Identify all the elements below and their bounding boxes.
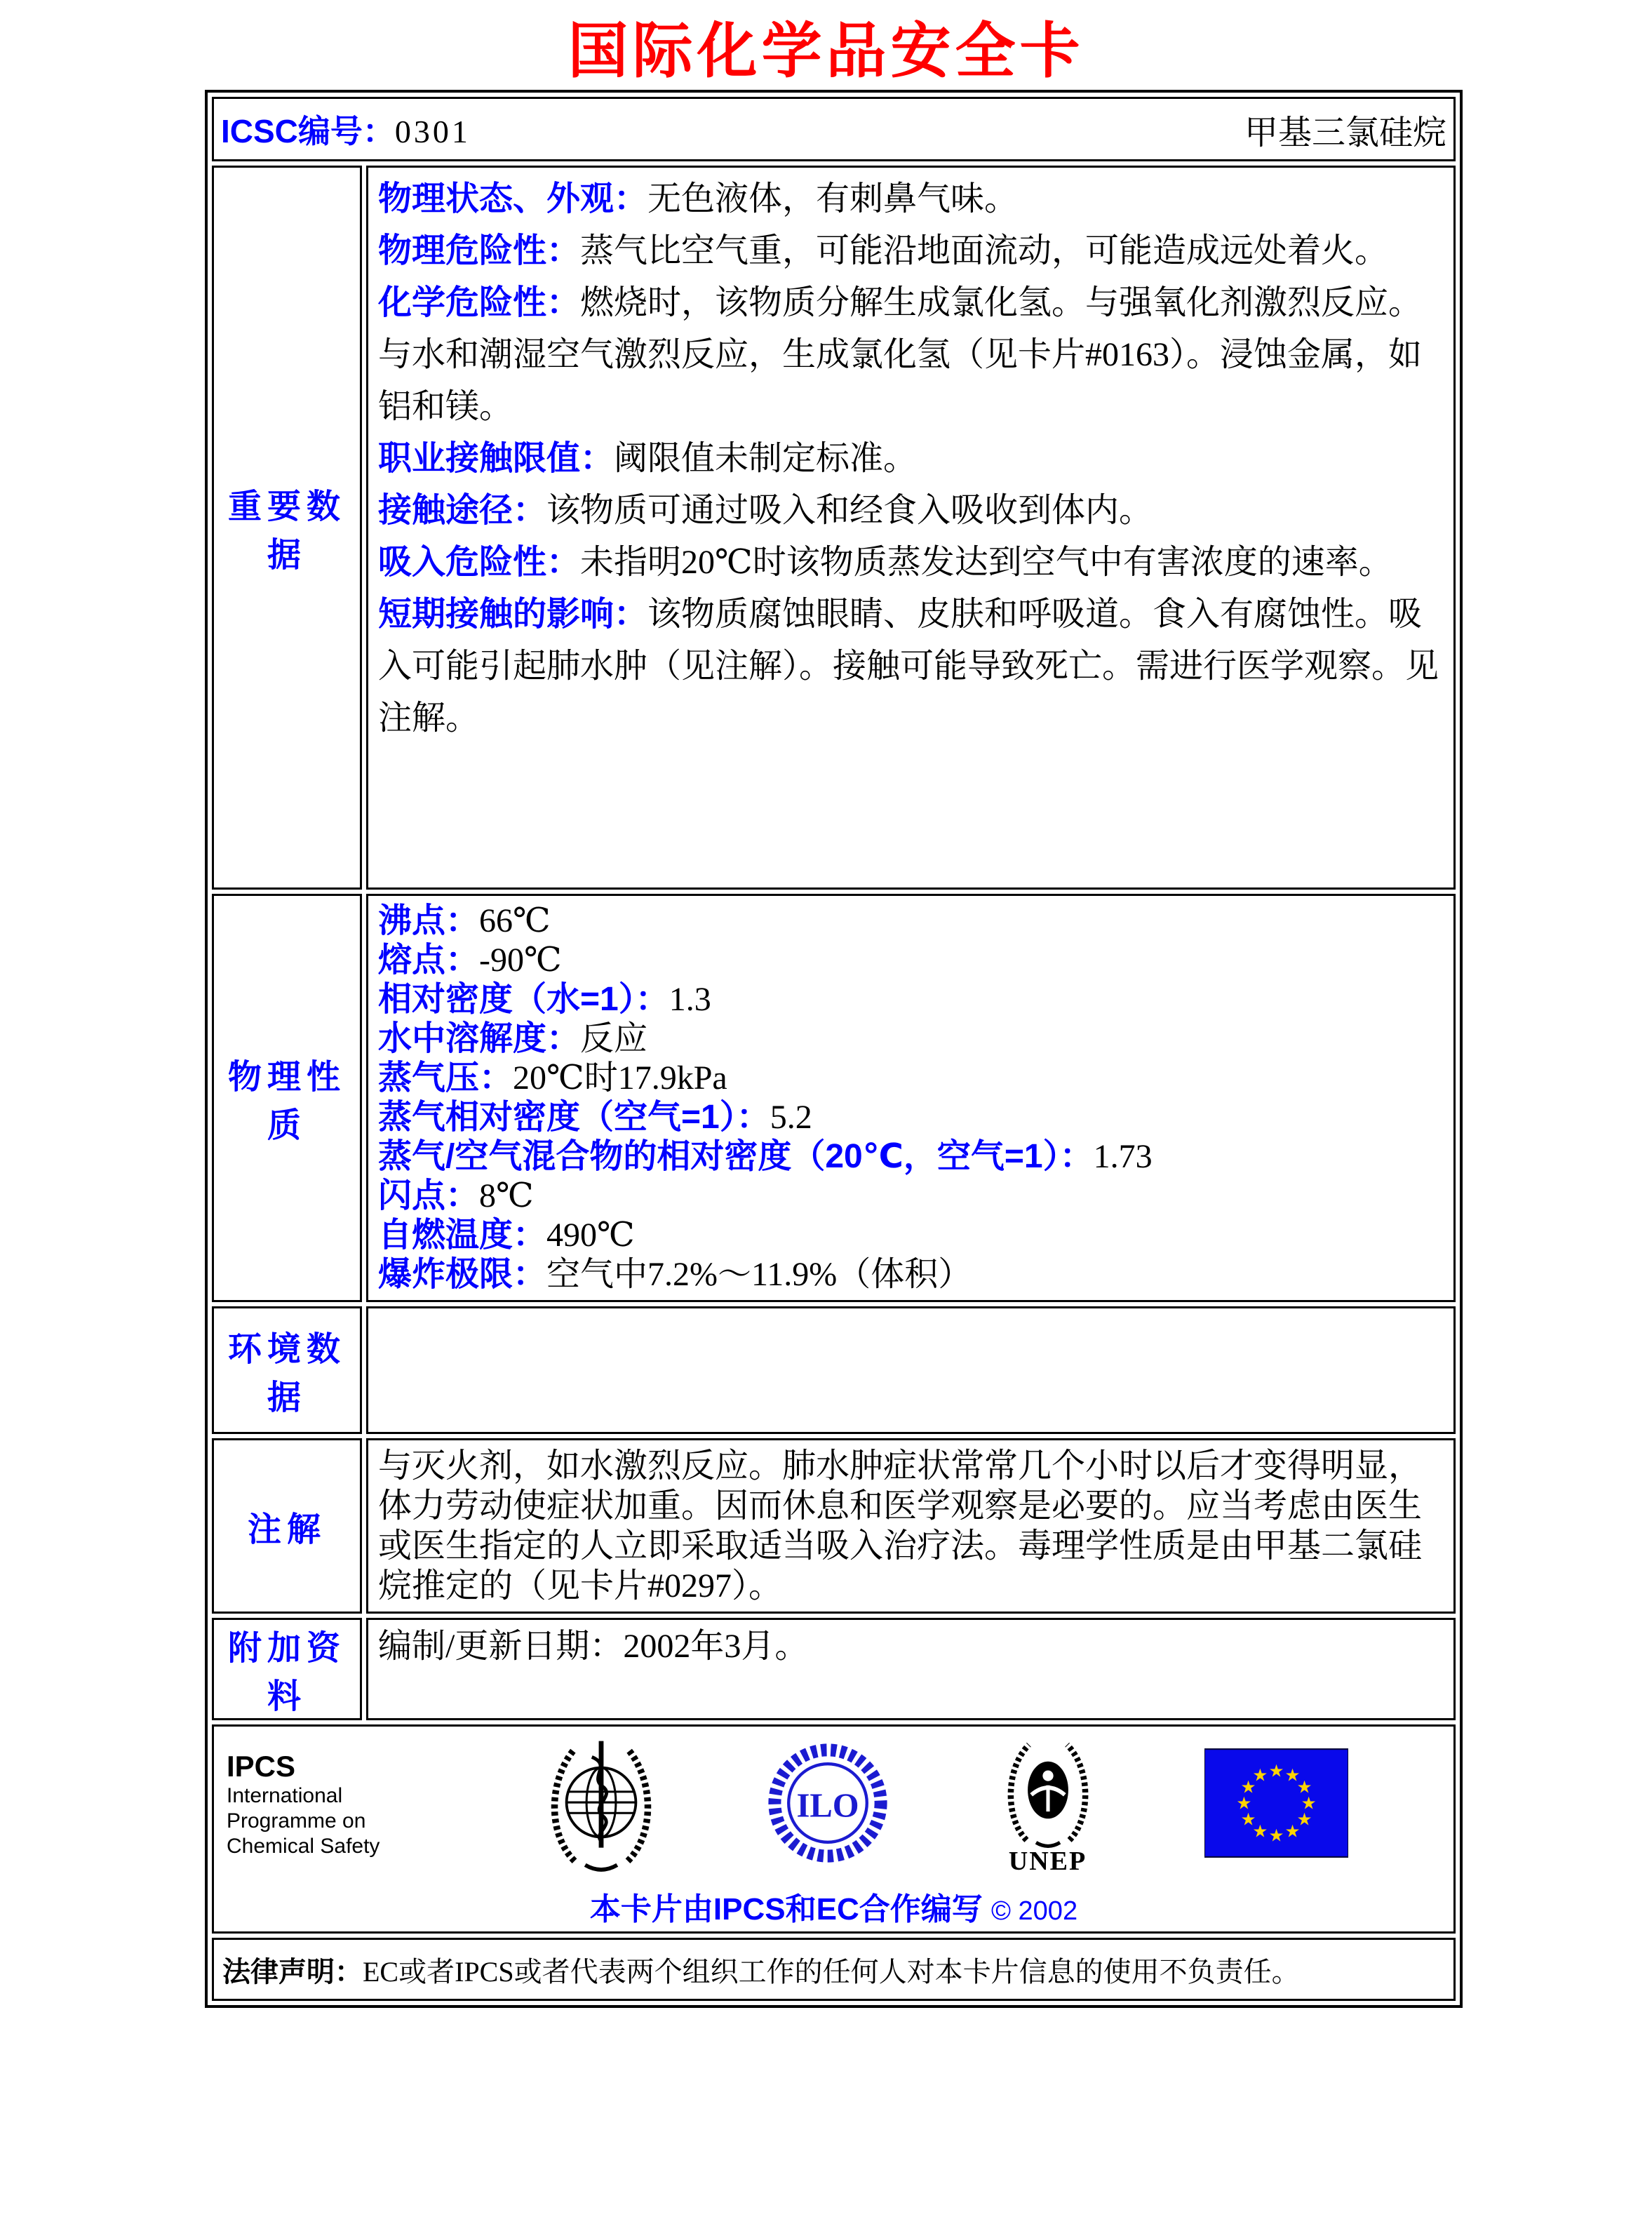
field-vapor-density: 蒸气相对密度（空气=1）：5.2 xyxy=(378,1099,812,1136)
copyright-text: © 2002 xyxy=(990,1896,1078,1926)
field-relative-density: 相对密度（水=1）：1.3 xyxy=(378,981,711,1018)
unep-label: UNEP xyxy=(1008,1847,1087,1876)
section-important-data xyxy=(212,166,1456,890)
section-additional-info xyxy=(212,1618,1456,1720)
field-explosive-limits: 爆炸极限：空气中7.2%～11.9%（体积） xyxy=(378,1256,972,1293)
notes-row-label: 注解 xyxy=(212,1438,362,1614)
physical-properties-content xyxy=(366,894,1456,1302)
svg-text:★: ★ xyxy=(1284,1820,1301,1841)
footer-row xyxy=(212,1724,1456,1934)
svg-text:★: ★ xyxy=(1236,1793,1252,1813)
svg-text:★: ★ xyxy=(1296,1809,1312,1830)
additional-info-content xyxy=(366,1618,1456,1720)
svg-text:★: ★ xyxy=(1240,1776,1256,1797)
important-data-row-label: 重要数据 xyxy=(212,166,362,890)
legal-text: EC或者IPCS或者代表两个组织工作的任何人对本卡片信息的使用不负责任。 xyxy=(363,1955,1300,1988)
chemical-name: 甲基三氯硅烷 xyxy=(1244,114,1446,152)
credit-text: 本卡片由IPCS和EC合作编写 xyxy=(589,1892,983,1927)
environmental-data-content xyxy=(366,1306,1456,1434)
field-short-term-effects: 短期接触的影响：该物质腐蚀眼睛、皮肤和呼吸道。食入有腐蚀性。吸入可能引起肺水肿（见注解）。接触可能导致死亡。需进行医学观察。见注解。 xyxy=(378,596,1439,737)
section-notes xyxy=(212,1438,1456,1614)
unep-logo xyxy=(988,1732,1108,1877)
ipcs-subtitle-line2: Programme on xyxy=(227,1809,366,1833)
section-environmental-data xyxy=(212,1306,1456,1434)
field-flash-point: 闪点：8℃ xyxy=(378,1177,534,1214)
field-physical-state: 物理状态、外观：无色液体，有刺鼻气味。 xyxy=(378,180,1019,217)
additional-info-row-label: 附加资料 xyxy=(212,1618,362,1720)
field-vapor-air-density: 蒸气/空气混合物的相对密度（20℃，空气=1）：1.73 xyxy=(378,1138,1153,1175)
notes-text: 与灭火剂，如水激烈反应。肺水肿症状常常几个小时以后才变得明显，体力劳动使症状加重。因而休息和医学观察是必要的。应当考虑由医生或医生指定的人立即采取适当吸入治疗法。毒理学性质是由甲基二氯硅烷推定的（见卡片#0297）。 xyxy=(378,1447,1423,1604)
ilo-logo xyxy=(765,1736,891,1874)
who-logo xyxy=(535,1733,668,1877)
field-chemical-hazard: 化学危险性：燃烧时，该物质分解生成氯化氢。与强氧化剂激烈反应。与水和潮湿空气激烈反应，生成氯化氢（见卡片#0163）。浸蚀金属，如铝和镁。 xyxy=(378,284,1423,425)
notes-content xyxy=(366,1438,1456,1614)
svg-text:ILO: ILO xyxy=(796,1786,859,1825)
ipcs-subtitle-line1: International xyxy=(227,1784,343,1807)
ipcs-subtitle-line3: Chemical Safety xyxy=(227,1835,380,1858)
svg-text:★: ★ xyxy=(1296,1776,1312,1797)
svg-text:★: ★ xyxy=(1301,1793,1317,1813)
svg-text:★: ★ xyxy=(1252,1764,1268,1786)
credit-line xyxy=(214,1884,1453,1929)
header-row xyxy=(212,97,1456,161)
physical-properties-row-label: 物理性质 xyxy=(212,894,362,1302)
field-physical-hazard: 物理危险性：蒸气比空气重，可能沿地面流动，可能造成远处着火。 xyxy=(378,232,1389,269)
svg-text:★: ★ xyxy=(1252,1820,1268,1841)
environmental-data-row-label: 环境数据 xyxy=(212,1306,362,1434)
field-exposure-limit: 职业接触限值：阈限值未制定标准。 xyxy=(378,440,918,477)
field-melting-point: 熔点：-90℃ xyxy=(378,942,562,979)
field-exposure-route: 接触途径：该物质可通过吸入和经食入吸收到体内。 xyxy=(378,492,1153,529)
section-physical-properties xyxy=(212,894,1456,1302)
icsc-card-table xyxy=(205,90,1463,2008)
icsc-number-label: ICSC编号： xyxy=(221,113,395,149)
legal-row xyxy=(212,1938,1456,2001)
page-title: 国际化学品安全卡 xyxy=(568,18,1084,85)
svg-text:★: ★ xyxy=(1268,1760,1284,1781)
legal-statement xyxy=(212,1938,1456,2001)
svg-text:★: ★ xyxy=(1268,1825,1284,1846)
svg-text:★: ★ xyxy=(1284,1764,1301,1786)
icsc-number xyxy=(221,106,471,152)
eu-flag xyxy=(1204,1747,1348,1863)
field-inhalation-risk: 吸入危险性：未指明20℃时该物质蒸发达到空气中有害浓度的速率。 xyxy=(378,544,1392,581)
field-vapor-pressure: 蒸气压：20℃时17.9kPa xyxy=(378,1059,727,1097)
important-data-content xyxy=(366,166,1456,890)
logo-strip xyxy=(214,1732,1453,1877)
icsc-page xyxy=(0,7,1652,2231)
ipcs-title: IPCS xyxy=(227,1750,296,1783)
field-water-solubility: 水中溶解度：反应 xyxy=(378,1020,648,1057)
icsc-number-value: 0301 xyxy=(394,114,471,149)
svg-text:★: ★ xyxy=(1240,1809,1256,1830)
legal-label: 法律声明： xyxy=(222,1956,363,1988)
ipcs-block xyxy=(227,1750,437,1859)
field-boiling-point: 沸点：66℃ xyxy=(378,902,551,939)
field-autoignition-temp: 自燃温度：490℃ xyxy=(378,1217,635,1254)
update-date-text: 编制/更新日期：2002年3月。 xyxy=(378,1628,809,1665)
